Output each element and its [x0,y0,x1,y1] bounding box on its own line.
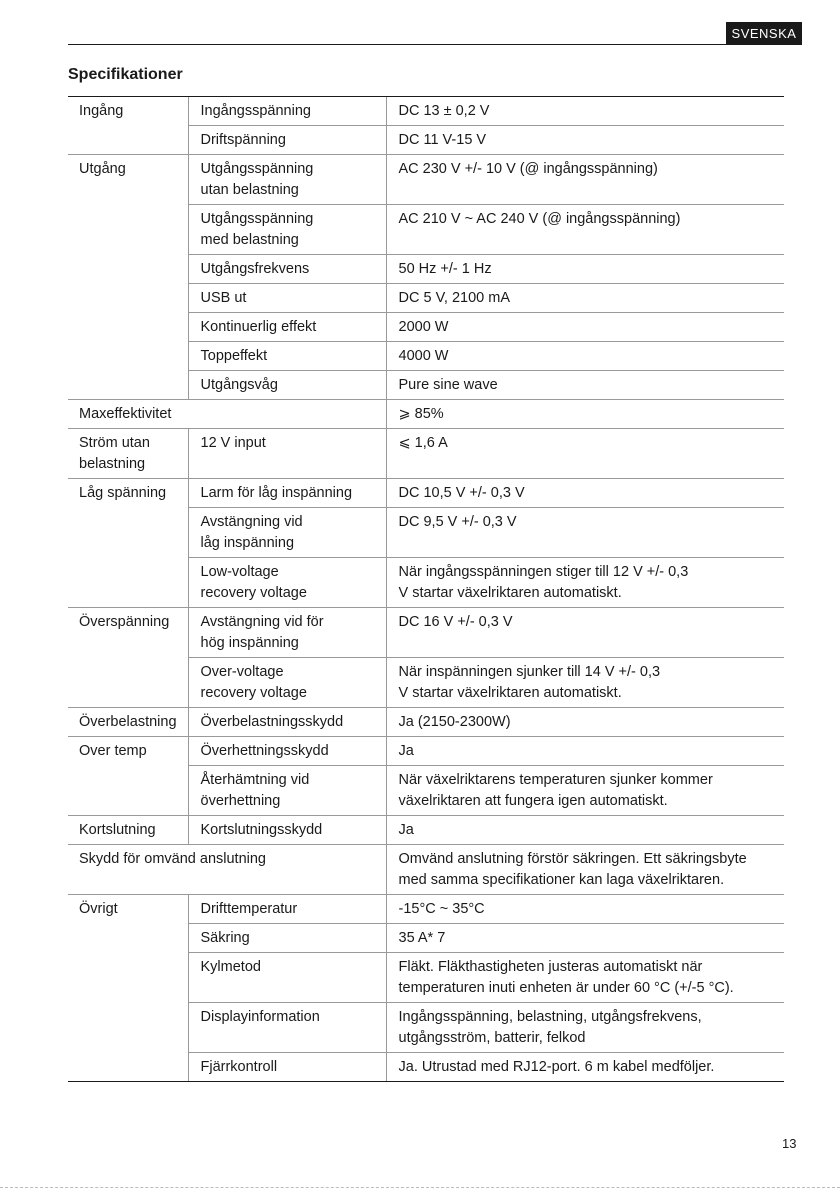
value-cell: Omvänd anslutning förstör säkringen. Ett säkringsbyte med samma specifikationer kan laga växelriktaren. [386,845,784,895]
value-cell: DC 9,5 V +/- 0,3 V [386,508,784,558]
value-cell: DC 5 V, 2100 mA [386,284,784,313]
value-cell: AC 210 V ~ AC 240 V (@ ingångsspänning) [386,205,784,255]
header-rule [68,44,802,45]
category-cell: Over temp [68,737,188,816]
table-row [68,608,784,658]
page-number: 13 [782,1136,797,1151]
value-cell: När inspänningen sjunker till 14 V +/- 0,3 V startar växelriktaren automatiskt. [386,658,784,708]
category-cell: Övrigt [68,895,188,1082]
category-cell: Överbelastning [68,708,188,737]
category-cell: Utgång [68,155,188,400]
table-row [68,737,784,766]
parameter-cell: 12 V input [188,429,386,479]
table-row [68,429,784,479]
value-cell: 4000 W [386,342,784,371]
parameter-cell: Kylmetod [188,953,386,1003]
parameter-cell: Kortslutningsskydd [188,816,386,845]
table-row [68,97,784,126]
parameter-cell: Utgångsvåg [188,371,386,400]
table-row [68,155,784,205]
footer-divider [0,1187,840,1188]
parameter-cell: Utgångsspänning med belastning [188,205,386,255]
parameter-cell: Utgångsfrekvens [188,255,386,284]
parameter-cell: Avstängning vid låg inspänning [188,508,386,558]
value-cell: DC 11 V-15 V [386,126,784,155]
category-cell: Maxeffektivitet [68,400,386,429]
parameter-cell: Utgångsspänning utan belastning [188,155,386,205]
table-row [68,895,784,924]
value-cell: 35 A* 7 [386,924,784,953]
category-cell: Ström utan belastning [68,429,188,479]
value-cell: 2000 W [386,313,784,342]
value-cell: 50 Hz +/- 1 Hz [386,255,784,284]
table-row [68,400,784,429]
parameter-cell: Toppeffekt [188,342,386,371]
table-row [68,816,784,845]
category-cell: Låg spänning [68,479,188,608]
table-row [68,479,784,508]
parameter-cell: Avstängning vid för hög inspänning [188,608,386,658]
parameter-cell: Driftspänning [188,126,386,155]
value-cell: DC 13 ± 0,2 V [386,97,784,126]
parameter-cell: Säkring [188,924,386,953]
value-cell: ⩽ 1,6 A [386,429,784,479]
specifications-table [68,96,784,1082]
parameter-cell: Överbelastningsskydd [188,708,386,737]
value-cell: DC 10,5 V +/- 0,3 V [386,479,784,508]
parameter-cell: Ingångsspänning [188,97,386,126]
category-cell: Överspänning [68,608,188,708]
parameter-cell: Överhettningsskydd [188,737,386,766]
value-cell: Ja [386,816,784,845]
value-cell: Ingångsspänning, belastning, utgångsfrekvens, utgångsström, batterir, felkod [386,1003,784,1053]
parameter-cell: Drifttemperatur [188,895,386,924]
value-cell: Fläkt. Fläkthastigheten justeras automatiskt när temperaturen inuti enheten är under 60 °C (+/-5 °C). [386,953,784,1003]
category-cell: Kortslutning [68,816,188,845]
table-row [68,708,784,737]
parameter-cell: Larm för låg inspänning [188,479,386,508]
category-cell: Skydd för omvänd anslutning [68,845,386,895]
value-cell: Ja. Utrustad med RJ12-port. 6 m kabel medföljer. [386,1053,784,1082]
parameter-cell: Fjärrkontroll [188,1053,386,1082]
parameter-cell: Over-voltage recovery voltage [188,658,386,708]
value-cell: Ja (2150-2300W) [386,708,784,737]
value-cell: AC 230 V +/- 10 V (@ ingångsspänning) [386,155,784,205]
value-cell: DC 16 V +/- 0,3 V [386,608,784,658]
category-cell: Ingång [68,97,188,155]
parameter-cell: Low-voltage recovery voltage [188,558,386,608]
table-row [68,845,784,895]
parameter-cell: Displayinformation [188,1003,386,1053]
page-title: Specifikationer [68,66,183,83]
value-cell: ⩾ 85% [386,400,784,429]
parameter-cell: Kontinuerlig effekt [188,313,386,342]
value-cell: När ingångsspänningen stiger till 12 V +/- 0,3 V startar växelriktaren automatiskt. [386,558,784,608]
value-cell: Ja [386,737,784,766]
language-badge: SVENSKA [726,22,802,44]
value-cell: -15°C ~ 35°C [386,895,784,924]
parameter-cell: USB ut [188,284,386,313]
value-cell: Pure sine wave [386,371,784,400]
parameter-cell: Återhämtning vid överhettning [188,766,386,816]
value-cell: När växelriktarens temperaturen sjunker kommer växelriktaren att fungera igen automatiskt. [386,766,784,816]
